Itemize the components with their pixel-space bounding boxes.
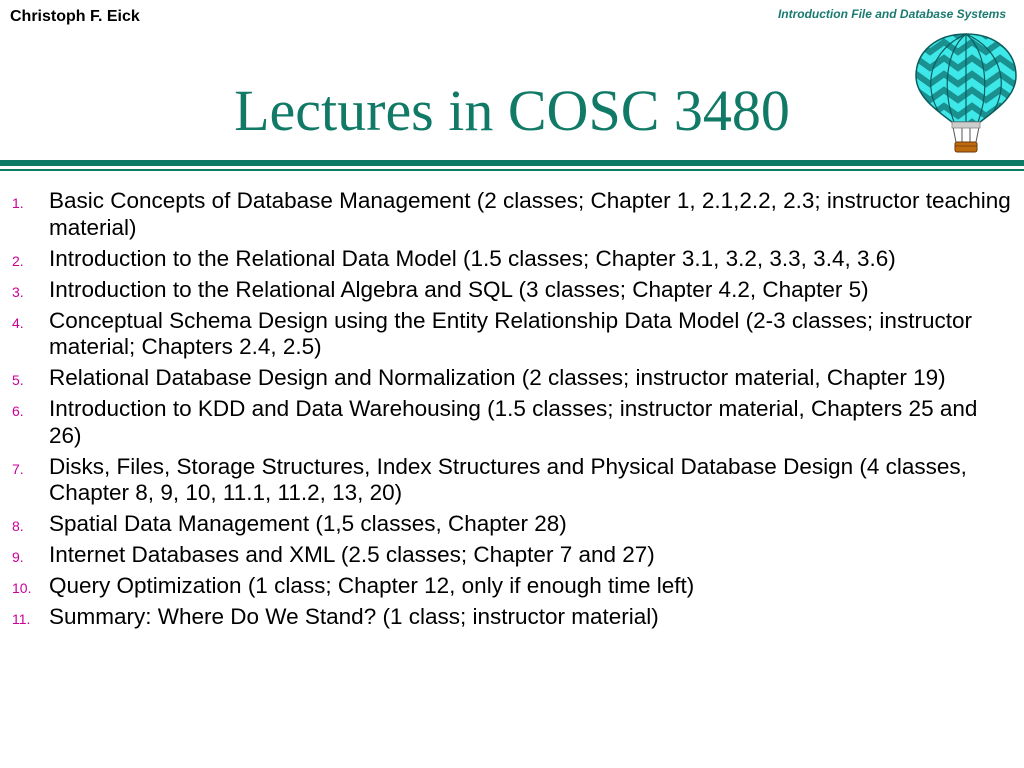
list-item-number: 10. [12,580,32,596]
list-item [0,246,1024,273]
list-item-number: 6. [12,403,24,419]
list-item-text: Introduction to the Relational Data Model (1.5 classes; Chapter 3.1, 3.2, 3.3, 3.4, 3.6) [49,245,896,271]
list-item-text: Introduction to the Relational Algebra and SQL (3 classes; Chapter 4.2, Chapter 5) [49,276,869,302]
list-item-text: Spatial Data Management (1,5 classes, Chapter 28) [49,511,567,536]
list-item [0,277,1024,304]
list-item-number: 11. [12,611,31,627]
list-item [0,188,1024,241]
list-item-text: Introduction to KDD and Data Warehousing (1.5 classes; instructor material, Chapters 25 and 26) [49,396,978,448]
list-item [0,454,1024,507]
course-header: Introduction File and Database Systems [777,7,1006,21]
title-rule-thick [0,160,1024,166]
list-item-number: 3. [12,283,24,300]
list-item-number: 2. [12,252,24,269]
list-item-text: Conceptual Schema Design using the Entity Relationship Data Model (2-3 classes; instructor material; Chapters 2.4, 2.5) [49,307,972,359]
list-item-text: Relational Database Design and Normalization (2 classes; instructor material, Chapter 19) [49,365,946,390]
author-name: Christoph F. Eick [10,8,140,25]
list-item [0,396,1024,449]
list-item-text: Basic Concepts of Database Management (2 classes; Chapter 1, 2.1,2.2, 2.3; instructor teaching material) [49,188,1011,240]
list-item [0,604,1024,631]
list-item-text: Disks, Files, Storage Structures, Index Structures and Physical Database Design (4 classes, Chapter 8, 9, 10, 11.1, 11.2, 13, 20) [49,453,967,505]
list-item [0,308,1024,361]
list-item-number: 9. [12,549,24,565]
list-item-number: 4. [12,314,24,331]
list-item-number: 8. [12,518,24,534]
list-item [0,511,1024,538]
list-item-text: Query Optimization (1 class; Chapter 12, only if enough time left) [49,573,695,598]
title-rule-thin [0,169,1024,171]
list-item [0,573,1024,600]
list-item-text: Internet Databases and XML (2.5 classes; Chapter 7 and 27) [49,542,655,567]
lecture-list [0,188,1024,635]
slide-title: Lectures in COSC 3480 [234,78,790,143]
list-item [0,365,1024,392]
hot-air-balloon-icon [912,30,1020,158]
list-item-number: 5. [12,372,24,388]
list-item-number: 1. [12,195,24,211]
list-item-number: 7. [12,460,24,477]
list-item [0,542,1024,569]
list-item-text: Summary: Where Do We Stand? (1 class; instructor material) [49,604,659,629]
